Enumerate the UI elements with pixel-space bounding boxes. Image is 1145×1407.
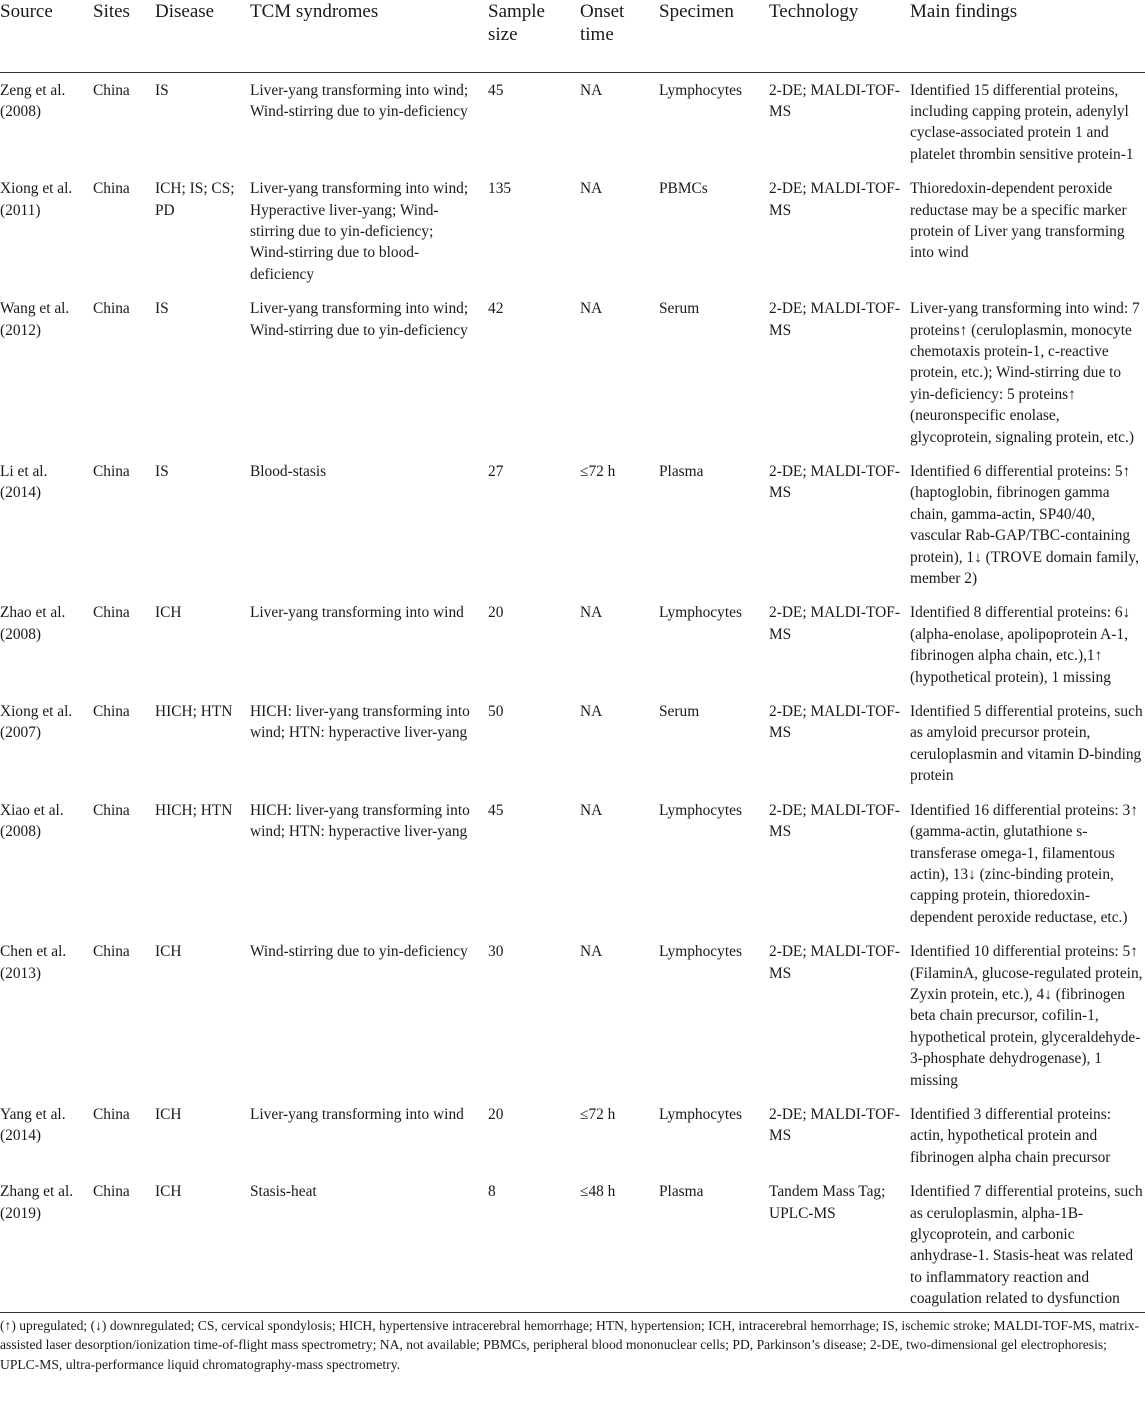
cell-technology: 2-DE; MALDI-TOF-MS [769,801,900,841]
cell-specimen: PBMCs [659,180,708,198]
cell-technology: 2-DE; MALDI-TOF-MS [769,81,900,120]
cell-source: Zhang et al. (2019) [0,1183,74,1222]
cell-specimen: Plasma [659,1183,704,1201]
cell-specimen: Lymphocytes [659,1105,742,1123]
cell-disease: ICH; IS; CS; PD [155,180,235,219]
table-row [0,589,1145,688]
table-row [0,165,1145,285]
cell-tcm-syndromes: Wind-stirring due to yin-deficiency [250,943,468,961]
cell-tcm-syndromes: Blood-stasis [250,463,327,480]
cell-sample-size: 50 [488,703,504,721]
cell-disease: HICH; HTN [155,801,233,819]
cell-disease: IS [155,300,169,318]
cell-technology: 2-DE; MALDI-TOF-MS [769,604,900,643]
cell-onset-time: ≤48 h [580,1183,616,1201]
cell-tcm-syndromes: Liver-yang transforming into wind [250,604,464,622]
cell-sites: China [93,300,130,318]
cell-specimen: Serum [659,703,700,721]
cell-source: Zhao et al. (2008) [0,604,66,643]
cell-tcm-syndromes: Stasis-heat [250,1183,317,1201]
cell-tcm-syndromes: Liver-yang transforming into wind; Wind-stirring due to yin-deficiency [250,300,469,339]
cell-tcm-syndromes: HICH: liver-yang transforming into wind; HTN: hyperactive liver-yang [250,703,470,742]
cell-source: Chen et al. (2013) [0,943,67,982]
cell-onset-time: NA [580,801,603,819]
cell-sample-size: 45 [488,801,504,819]
cell-sample-size: 20 [488,604,504,622]
cell-sample-size: 30 [488,943,504,961]
cell-technology: 2-DE; MALDI-TOF-MS [769,463,900,502]
table-row [0,787,1145,928]
cell-sample-size: 135 [488,180,512,198]
table-row [0,688,1145,787]
cell-onset-time: NA [580,300,603,318]
table-footnote: (↑) upregulated; (↓) downregulated; CS, cervical spondylosis; HICH, hypertensive intracerebral hemorrhage; HTN, hypertension; ICH, intracerebral hemorrhage; IS, ischemic stroke; MALDI-TOF-MS, matrix-assisted laser desorption/ionization time-of-flight mass spectrometry; NA, not available; PBMCs, peripheral blood mononuclear cells; PD, Parkinson’s disease; 2-DE, two-dimensional gel electrophoresis; UPLC-MS, ultra-performance liquid chromatography-mass spectrometry. [0,1317,1140,1372]
cell-source: Xiong et al. (2007) [0,703,73,742]
cell-onset-time: NA [580,943,603,961]
cell-onset-time: ≤72 h [580,1105,616,1123]
cell-specimen: Plasma [659,463,704,480]
cell-source: Yang et al. (2014) [0,1105,66,1145]
cell-onset-time: ≤72 h [580,463,616,480]
header-sites: Sites [93,0,155,72]
table-row [0,448,1145,589]
header-disease: Disease [155,0,250,72]
cell-source: Xiong et al. (2011) [0,180,73,219]
cell-specimen: Lymphocytes [659,81,742,99]
cell-main-findings: Liver-yang transforming into wind: 7 proteins↑ (ceruloplasmin, monocyte chemotaxis protein-1, c-reactive protein, etc.); Wind-stirring due to yin-deficiency: 5 proteins↑ (neuronspecific enolase, glycoprotein, signaling protein, etc.) [910,300,1140,446]
cell-sample-size: 42 [488,300,504,318]
cell-main-findings: Identified 3 differential proteins: actin, hypothetical protein and fibrinogen alpha chain precursor [910,1105,1112,1166]
table-row [0,285,1145,448]
cell-technology: 2-DE; MALDI-TOF-MS [769,1105,900,1145]
cell-sample-size: 8 [488,1183,496,1201]
cell-sample-size: 20 [488,1105,504,1123]
cell-tcm-syndromes: Liver-yang transforming into wind; Wind-stirring due to yin-deficiency [250,81,469,120]
cell-technology: Tandem Mass Tag; UPLC-MS [769,1183,886,1222]
cell-disease: ICH [155,604,182,622]
cell-sites: China [93,81,130,99]
cell-disease: ICH [155,1183,182,1201]
cell-main-findings: Identified 5 differential proteins, such as amyloid precursor protein, ceruloplasmin and vitamin D-binding protein [910,703,1143,785]
header-specimen: Specimen [659,0,769,72]
header-source: Source [0,0,93,72]
cell-source: Xiao et al. (2008) [0,801,64,841]
header-onset-time: Onset time [580,0,659,72]
table-body [0,72,1145,1310]
cell-onset-time: NA [580,604,603,622]
cell-main-findings: Identified 7 differential proteins, such as ceruloplasmin, alpha-1B-glycoprotein, and carbonic anhydrase-1. Stasis-heat was related to inflammatory reaction and coagulation related to dysfunction [910,1183,1143,1308]
table-row [0,1168,1145,1309]
cell-disease: IS [155,81,169,99]
cell-sites: China [93,1105,130,1123]
cell-disease: ICH [155,943,182,961]
cell-specimen: Serum [659,300,700,318]
cell-sites: China [93,1183,130,1201]
header-main-findings: Main findings [910,0,1145,72]
cell-disease: ICH [155,1105,182,1123]
cell-tcm-syndromes: Liver-yang transforming into wind; Hyperactive liver-yang; Wind-stirring due to yin-deficiency; Wind-stirring due to blood-deficiency [250,180,469,283]
cell-source: Zeng et al. (2008) [0,81,66,120]
cell-main-findings: Thioredoxin-dependent peroxide reductase may be a specific marker protein of Liver yang transforming into wind [910,180,1127,262]
cell-onset-time: NA [580,81,603,99]
cell-technology: 2-DE; MALDI-TOF-MS [769,300,900,339]
cell-sites: China [93,943,130,961]
cell-main-findings: Identified 16 differential proteins: 3↑ (gamma-actin, glutathione s-transferase omega-1, filamentous actin), 13↓ (zinc-binding protein, capping protein, thioredoxin-dependent peroxide reductase, etc.) [910,801,1138,926]
cell-disease: IS [155,463,169,480]
header-sample-size: Sample size [488,0,580,72]
cell-sites: China [93,801,130,819]
cell-disease: HICH; HTN [155,703,233,721]
cell-sample-size: 27 [488,463,504,480]
cell-specimen: Lymphocytes [659,604,742,622]
cell-technology: 2-DE; MALDI-TOF-MS [769,703,900,742]
cell-source: Wang et al. (2012) [0,300,70,339]
cell-onset-time: NA [580,703,603,721]
cell-tcm-syndromes: HICH: liver-yang transforming into wind; HTN: hyperactive liver-yang [250,801,470,841]
header-row [0,0,1145,72]
table-row [0,1091,1145,1168]
cell-sites: China [93,703,130,721]
cell-source: Li et al. (2014) [0,463,48,502]
cell-sample-size: 45 [488,81,504,99]
cell-onset-time: NA [580,180,603,198]
cell-technology: 2-DE; MALDI-TOF-MS [769,943,900,982]
cell-sites: China [93,180,130,198]
cell-specimen: Lymphocytes [659,801,742,819]
cell-main-findings: Identified 6 differential proteins: 5↑ (haptoglobin, fibrinogen gamma chain, gamma-actin, SP40/40, vascular Rab-GAP/TBC-containing protein), 1↓ (TROVE domain family, member 2) [910,463,1139,588]
cell-sites: China [93,604,130,622]
cell-technology: 2-DE; MALDI-TOF-MS [769,180,900,219]
table-row [0,928,1145,1091]
cell-main-findings: Identified 15 differential proteins, including capping protein, adenylyl cyclase-associated protein 1 and platelet thrombin sensitive protein-1 [910,81,1134,163]
cell-main-findings: Identified 10 differential proteins: 5↑ (FilaminA, glucose-regulated protein, Zyxin protein, etc.), 4↓ (fibrinogen beta chain precursor, cofilin-1, hypothetical protein, glyceraldehyde-3-phosphate dehydrogenase), 1 missing [910,943,1143,1089]
header-tcm-syndromes: TCM syndromes [250,0,488,72]
header-technology: Technology [769,0,910,72]
cell-sites: China [93,463,130,480]
table-row [0,72,1145,165]
cell-tcm-syndromes: Liver-yang transforming into wind [250,1105,464,1123]
cell-main-findings: Identified 8 differential proteins: 6↓ (alpha-enolase, apolipoprotein A-1, fibrinogen alpha chain, etc.),1↑ (hypothetical protein), 1 missing [910,604,1131,686]
cell-specimen: Lymphocytes [659,943,742,961]
